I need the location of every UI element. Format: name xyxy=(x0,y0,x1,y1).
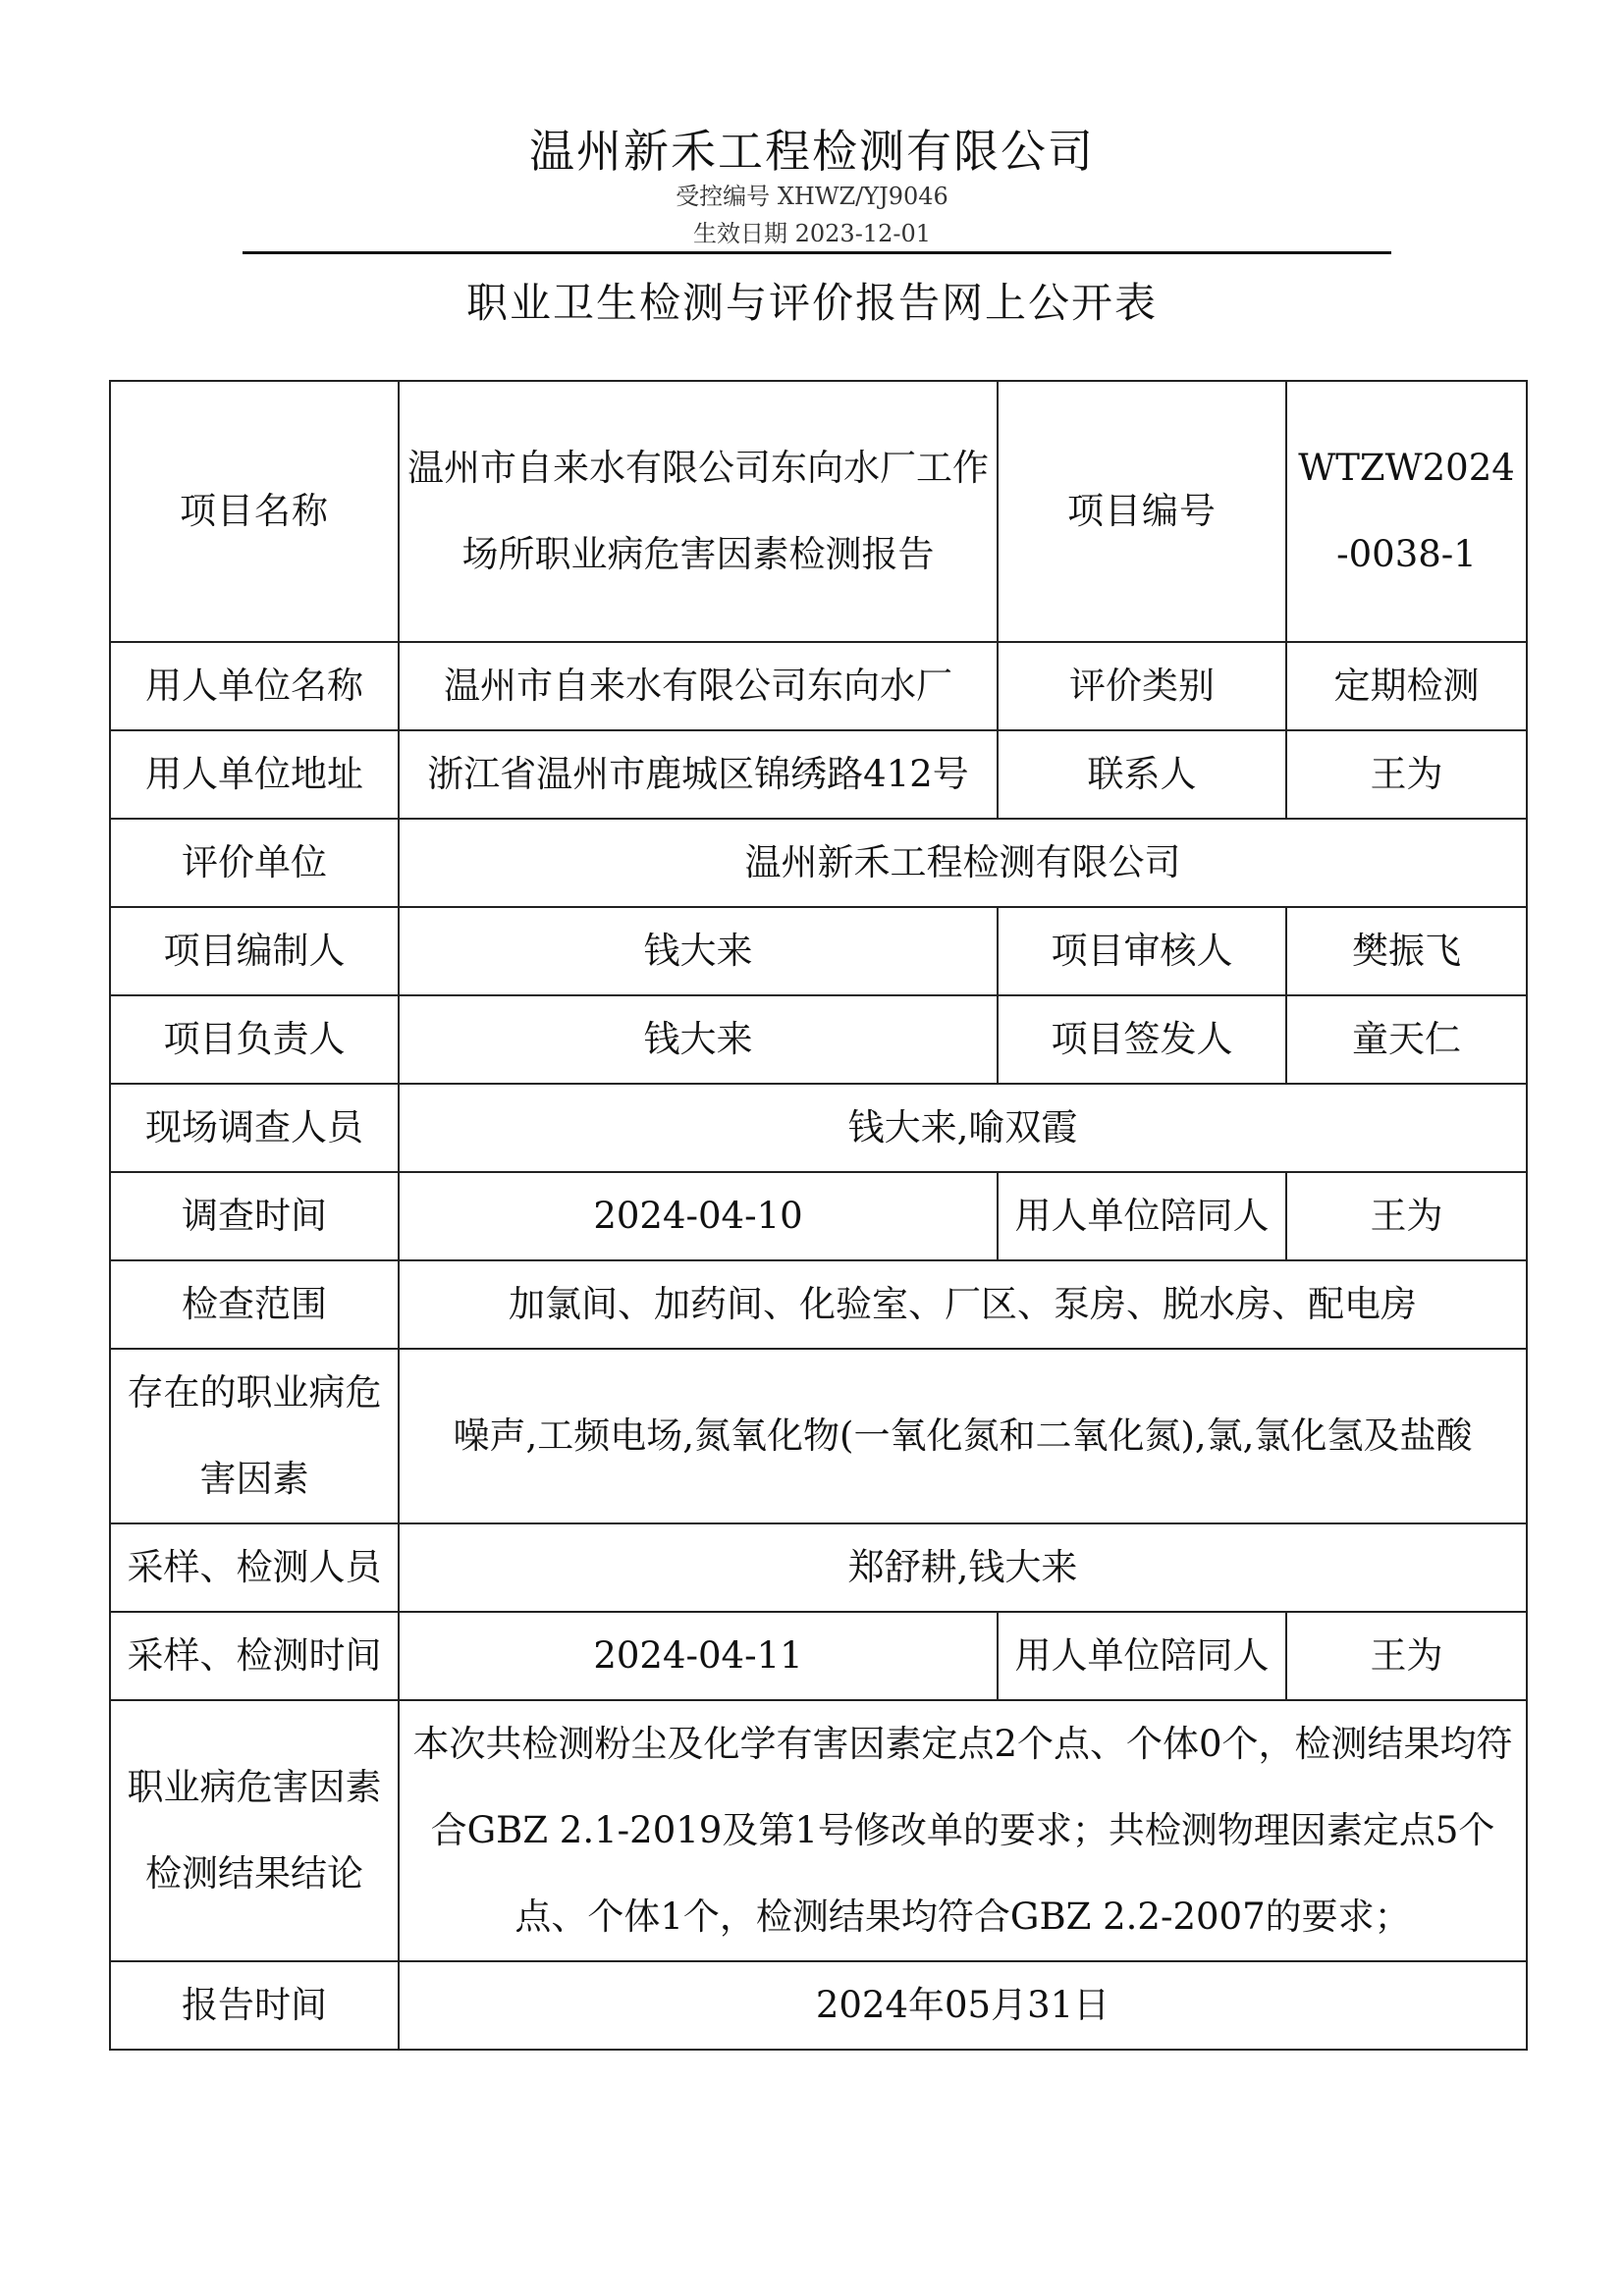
row-eval-unit xyxy=(110,819,1527,907)
report-time-value: 2024年05月31日 xyxy=(399,1961,1527,2050)
reviewer-value: 樊振飞 xyxy=(1286,907,1527,995)
reviewer-label: 项目审核人 xyxy=(998,907,1286,995)
sample-time-value: 2024-04-11 xyxy=(399,1612,998,1700)
sample-time-label: 采样、检测时间 xyxy=(110,1612,399,1700)
effective-date: 生效日期 2023-12-01 xyxy=(692,220,931,247)
scope-label: 检查范围 xyxy=(110,1260,399,1349)
document-title: 职业卫生检测与评价报告网上公开表 xyxy=(465,279,1158,327)
eval-type-value: 定期检测 xyxy=(1286,642,1527,730)
row-sample-time xyxy=(110,1612,1527,1700)
survey-time-value: 2024-04-10 xyxy=(399,1172,998,1260)
project-name-value: 温州市自来水有限公司东向水厂工作场所职业病危害因素检测报告 xyxy=(399,381,998,642)
control-number: 受控编号 XHWZ/YJ9046 xyxy=(676,183,948,210)
row-employer-name xyxy=(110,642,1527,730)
row-conclusion xyxy=(110,1700,1527,1961)
row-scope xyxy=(110,1260,1527,1349)
survey-time-label: 调查时间 xyxy=(110,1172,399,1260)
employer-address-label: 用人单位地址 xyxy=(110,730,399,819)
report-table xyxy=(109,380,1528,2051)
company-name: 温州新禾工程检测有限公司 xyxy=(529,125,1095,178)
escort-value: 王为 xyxy=(1286,1172,1527,1260)
issuer-label: 项目签发人 xyxy=(998,995,1286,1084)
project-no-label: 项目编号 xyxy=(998,381,1286,642)
surveyors-value: 钱大来,喻双霞 xyxy=(399,1084,1527,1172)
row-hazards xyxy=(110,1349,1527,1523)
employer-address-value: 浙江省温州市鹿城区锦绣路412号 xyxy=(399,730,998,819)
issuer-value: 童天仁 xyxy=(1286,995,1527,1084)
escort2-value: 王为 xyxy=(1286,1612,1527,1700)
eval-type-label: 评价类别 xyxy=(998,642,1286,730)
project-name-label: 项目名称 xyxy=(110,381,399,642)
employer-name-label: 用人单位名称 xyxy=(110,642,399,730)
row-report-time xyxy=(110,1961,1527,2050)
samplers-label: 采样、检测人员 xyxy=(110,1523,399,1612)
row-survey-time xyxy=(110,1172,1527,1260)
row-compiler xyxy=(110,907,1527,995)
conclusion-value: 本次共检测粉尘及化学有害因素定点2个点、个体0个，检测结果均符合GBZ 2.1-2019及第1号修改单的要求；共检测物理因素定点5个点、个体1个，检测结果均符合GBZ 2.2-2007的要求； xyxy=(399,1700,1527,1961)
row-surveyors xyxy=(110,1084,1527,1172)
header-divider xyxy=(243,251,1391,254)
row-employer-address xyxy=(110,730,1527,819)
escort-label: 用人单位陪同人 xyxy=(998,1172,1286,1260)
conclusion-label: 职业病危害因素检测结果结论 xyxy=(110,1700,399,1961)
leader-value: 钱大来 xyxy=(399,995,998,1084)
contact-label: 联系人 xyxy=(998,730,1286,819)
compiler-label: 项目编制人 xyxy=(110,907,399,995)
leader-label: 项目负责人 xyxy=(110,995,399,1084)
row-project-name xyxy=(110,381,1527,642)
surveyors-label: 现场调查人员 xyxy=(110,1084,399,1172)
row-leader xyxy=(110,995,1527,1084)
project-no-value: WTZW2024-0038-1 xyxy=(1286,381,1527,642)
hazards-value: 噪声,工频电场,氮氧化物(一氧化氮和二氧化氮),氯,氯化氢及盐酸 xyxy=(399,1349,1527,1523)
contact-value: 王为 xyxy=(1286,730,1527,819)
report-time-label: 报告时间 xyxy=(110,1961,399,2050)
employer-name-value: 温州市自来水有限公司东向水厂 xyxy=(399,642,998,730)
hazards-label: 存在的职业病危害因素 xyxy=(110,1349,399,1523)
escort2-label: 用人单位陪同人 xyxy=(998,1612,1286,1700)
row-samplers xyxy=(110,1523,1527,1612)
scope-value: 加氯间、加药间、化验室、厂区、泵房、脱水房、配电房 xyxy=(399,1260,1527,1349)
samplers-value: 郑舒耕,钱大来 xyxy=(399,1523,1527,1612)
compiler-value: 钱大来 xyxy=(399,907,998,995)
eval-unit-value: 温州新禾工程检测有限公司 xyxy=(399,819,1527,907)
eval-unit-label: 评价单位 xyxy=(110,819,399,907)
